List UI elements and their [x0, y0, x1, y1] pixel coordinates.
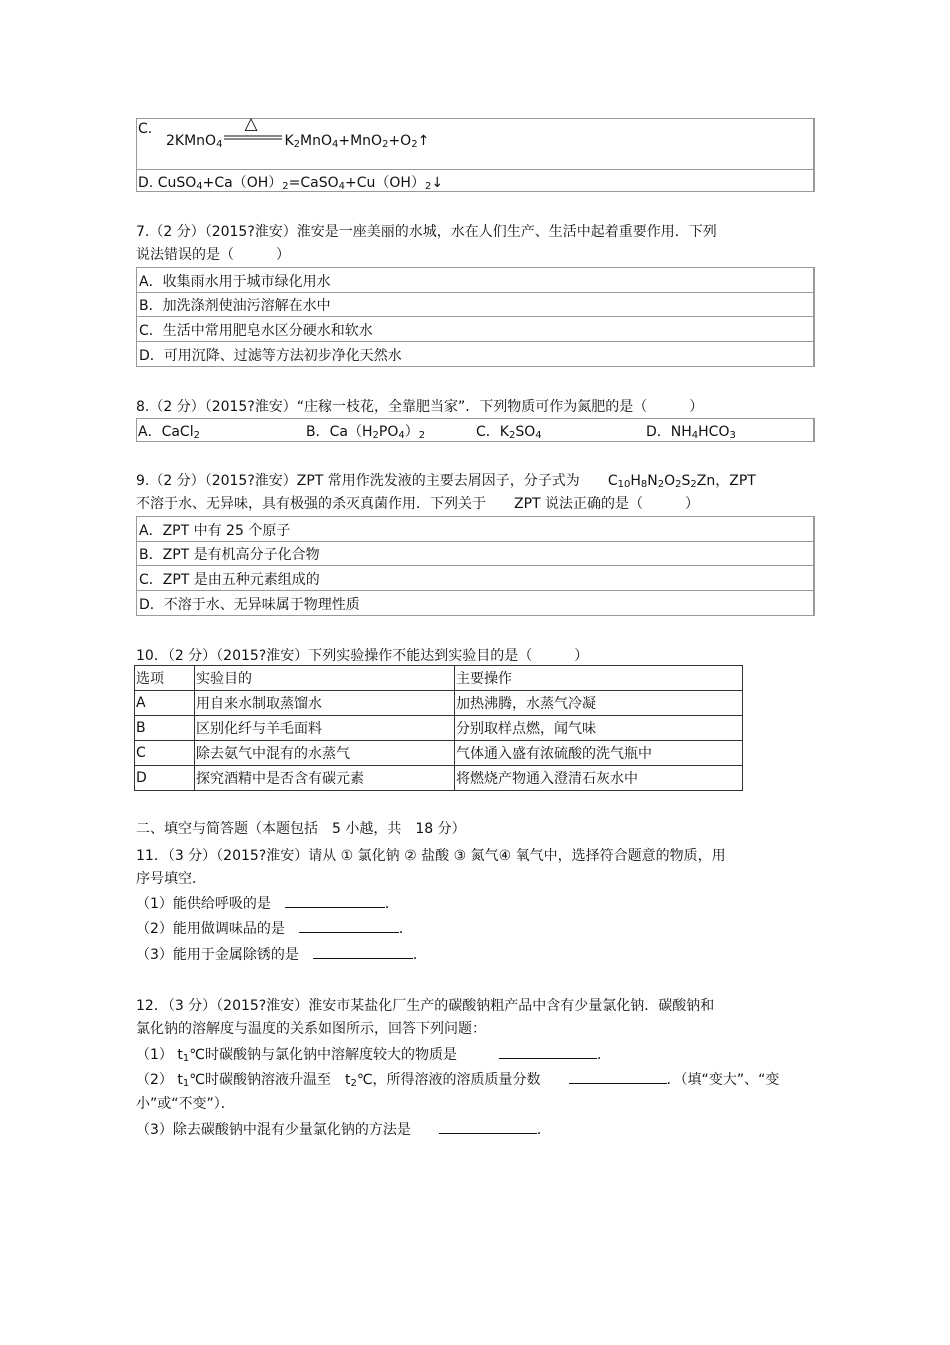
q10-table	[134, 665, 743, 791]
q11-item-2: （2）能用做调味品的是 ．	[136, 918, 413, 938]
q12-stem-line2: 氯化钠的溶解度与温度的关系如图所示，回答下列问题：	[136, 1021, 486, 1037]
table-row	[135, 766, 743, 791]
q12-item-2-cont: 小”或“不变”）．	[136, 1096, 235, 1112]
q8-option-d[interactable]: D．$NH_4HCO_3$	[646, 424, 736, 441]
q12-stem-line1: 12．（3 分）（2015?淮安）淮安市某盐化厂生产的碳酸钠粗产品中含有少量氯化钠．碳酸钠和	[136, 998, 715, 1014]
q9-option-d[interactable]: D．不溶于水、无异味属于物理性质	[136, 591, 815, 616]
q8-option-a[interactable]: A．CaCl$_2$	[138, 424, 200, 441]
q9-stem-line2: 不溶于水、无异味，具有极强的杀灭真菌作用．下列关于 ZPT 说法正确的是（ ）	[136, 496, 700, 512]
table-header-row	[135, 666, 743, 691]
q7-option-c[interactable]: C．生活中常用肥皂水区分硬水和软水	[136, 317, 815, 342]
q10-stem: 10．（2 分）（2015?淮安）下列实验操作不能达到实验目的是（ ）	[136, 648, 589, 664]
table-row	[135, 741, 743, 766]
zpt-formula: $C_{10}H_8N_2O_2S_2Zn$，ZPT	[607, 473, 756, 490]
q8-option-b[interactable]: B．$Ca(H_2PO_4)_2$	[306, 424, 426, 441]
q8-option-c[interactable]: C．$K_2SO_4$	[476, 424, 542, 441]
q6-option-c-label: C.	[138, 121, 153, 137]
answer-blank[interactable]	[313, 944, 413, 959]
table-row	[135, 716, 743, 741]
table-cell: 用自来水制取蒸馏水	[195, 691, 455, 716]
answer-blank[interactable]	[299, 918, 399, 933]
q11-item-1: （1）能供给呼吸的是 ．	[136, 893, 399, 913]
table-cell: B	[135, 716, 195, 741]
q12-item-1: （1） $t_1℃$时碳酸钠与氯化钠中溶解度较大的物质是 ．	[136, 1044, 611, 1064]
q7-option-a[interactable]: A．收集雨水用于城市绿化用水	[136, 267, 815, 293]
table-cell: D	[135, 766, 195, 791]
table-cell: 区别化纤与羊毛面料	[195, 716, 455, 741]
q7-option-b[interactable]: B．加洗涤剂使油污溶解在水中	[136, 292, 815, 317]
table-cell: 分别取样点燃，闻气味	[455, 716, 743, 741]
q12-item-3: （3）除去碳酸钠中混有少量氯化钠的方法是 ．	[136, 1119, 551, 1139]
section-2-heading: 二、填空与简答题（本题包括 5 小越，共 18 分）	[136, 821, 466, 837]
table-header-cell: 主要操作	[455, 666, 743, 691]
table-header-cell: 选项	[135, 666, 195, 691]
table-cell: 将燃烧产物通入澄清石灰水中	[455, 766, 743, 791]
heat-delta-symbol: △	[244, 114, 258, 134]
q9-option-a[interactable]: A．ZPT 中有 25 个原子	[136, 516, 815, 542]
answer-blank[interactable]	[569, 1069, 667, 1084]
q8-stem: 8.（2 分）（2015?淮安）“庄稼一枝花，全靠肥当家”．下列物质可作为氮肥的是（ ）	[136, 399, 704, 415]
table-cell: 探究酒精中是否含有碳元素	[195, 766, 455, 791]
q11-stem-line1: 11．（3 分）（2015?淮安）请从 ① 氯化钠 ② 盐酸 ③ 氮气④ 氧气中，选择符合题意的物质，用	[136, 848, 726, 864]
q9-option-c[interactable]: C．ZPT 是由五种元素组成的	[136, 566, 815, 591]
q9-stem-line1: 9.（2 分）（2015?淮安）ZPT 常用作洗发液的主要去屑因子，分子式为 $C_{10}H_8N_2O_2S_2Zn$，ZPT	[136, 473, 756, 490]
q6-option-d: D. $CuSO_4+Ca(OH)_2=CaSO_4+Cu(OH)_2↓$	[138, 175, 444, 192]
q9-option-b[interactable]: B．ZPT 是有机高分子化合物	[136, 541, 815, 566]
table-row	[135, 691, 743, 716]
q11-item-3: （3）能用于金属除锈的是 ．	[136, 944, 427, 964]
q6-option-c-formula: 2KMnO$_4$ △ $K_2MnO_4+MnO_2+O_2↑$	[166, 114, 430, 150]
answer-blank[interactable]	[285, 893, 385, 908]
table-cell: 除去氨气中混有的水蒸气	[195, 741, 455, 766]
table-cell: C	[135, 741, 195, 766]
answer-blank[interactable]	[499, 1044, 597, 1059]
table-header-cell: 实验目的	[195, 666, 455, 691]
table-cell: 加热沸腾，水蒸气冷凝	[455, 691, 743, 716]
table-cell: A	[135, 691, 195, 716]
q7-option-d[interactable]: D．可用沉降、过滤等方法初步净化天然水	[136, 342, 815, 367]
q11-stem-line2: 序号填空．	[136, 871, 206, 887]
q7-stem-line2: 说法错误的是（ ）	[136, 247, 290, 263]
answer-blank[interactable]	[439, 1119, 537, 1134]
q7-stem-line1: 7.（2 分）（2015?淮安）淮安是一座美丽的水城，水在人们生产、生活中起着重要作用．下列	[136, 224, 717, 240]
q12-item-2: （2） $t_1℃$时碳酸钠溶液升温至 $t_2℃$，所得溶液的溶质质量分数 ．（填“变大”、“变	[136, 1069, 779, 1089]
table-cell: 气体通入盛有浓硫酸的洗气瓶中	[455, 741, 743, 766]
